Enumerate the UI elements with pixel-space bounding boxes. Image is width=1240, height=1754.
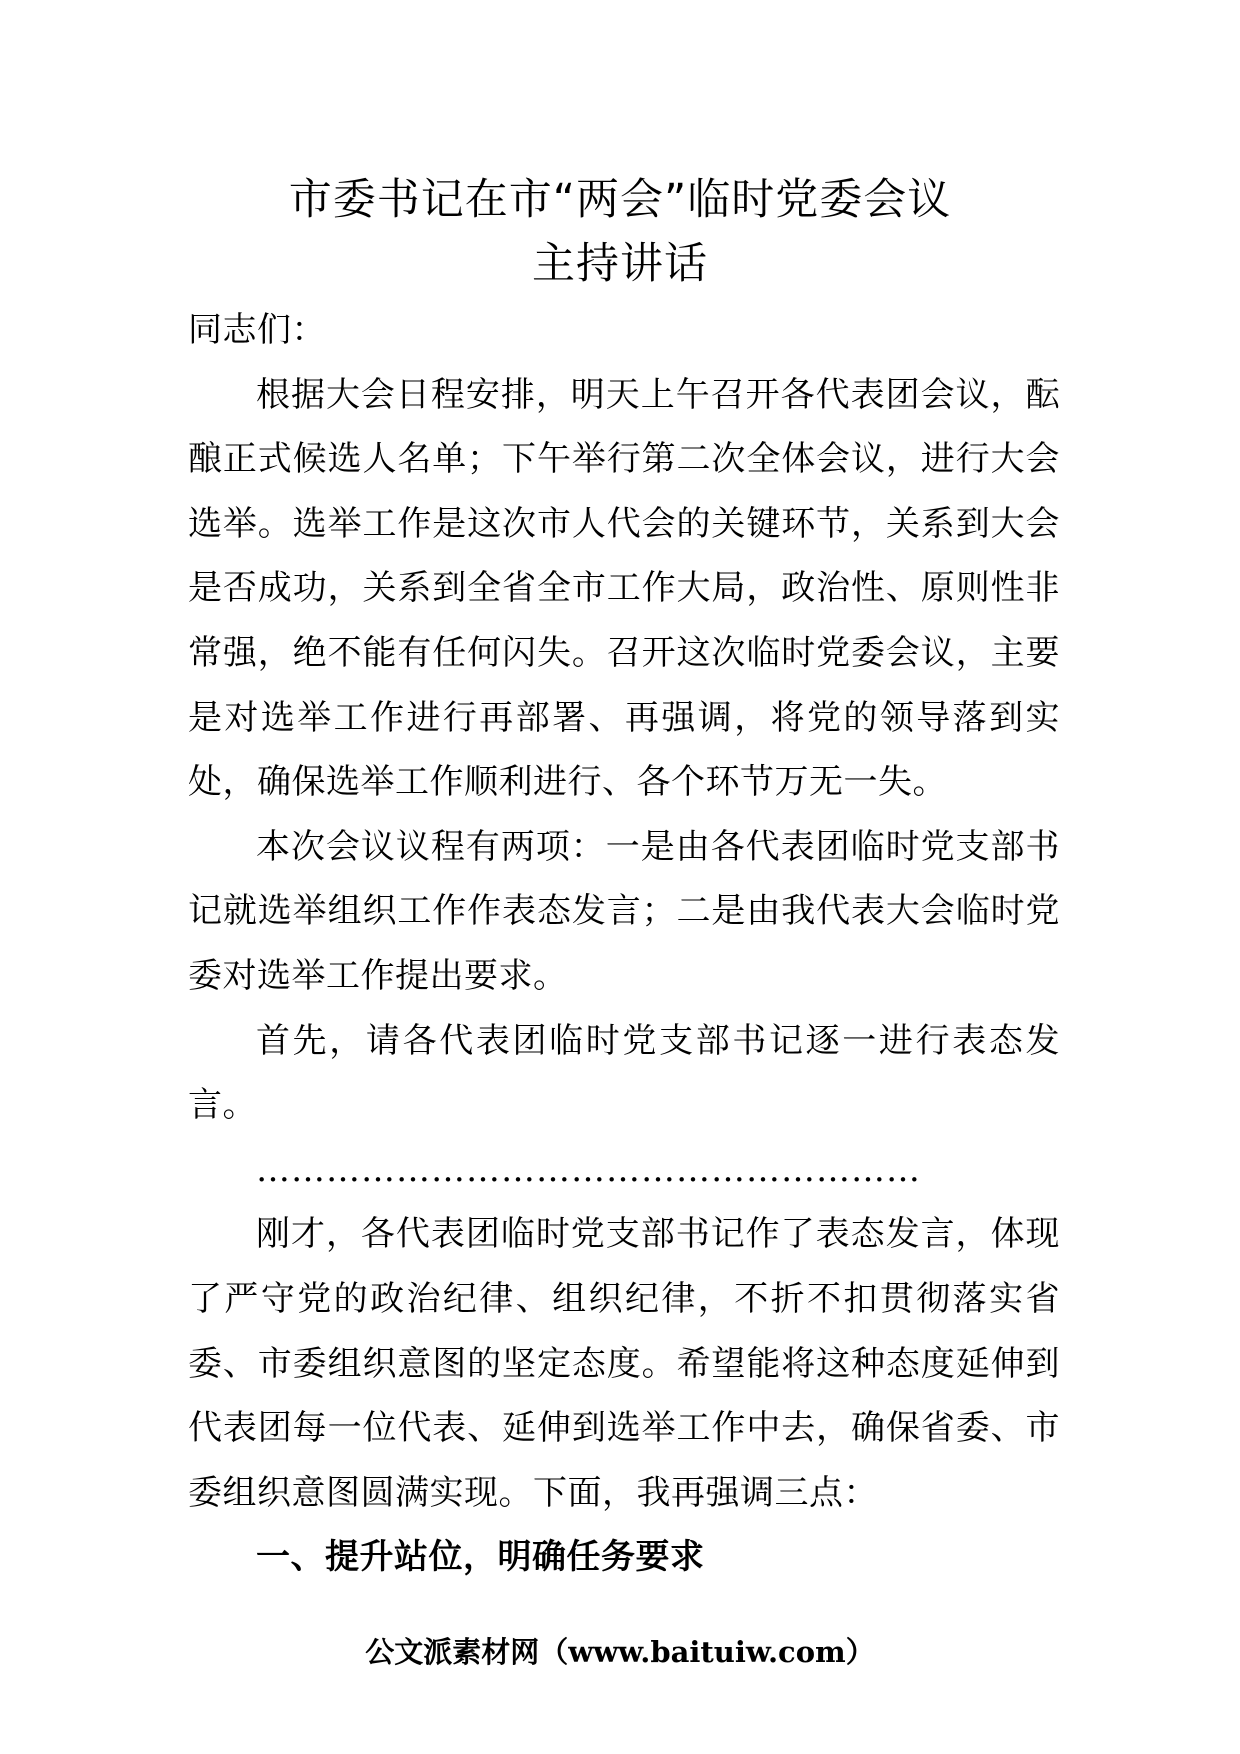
paragraph-3: 首先，请各代表团临时党支部书记逐一进行表态发言。: [188, 1020, 1060, 1126]
footer-watermark: 公文派素材网（www.baituiw.com）: [365, 1635, 875, 1669]
paragraph-2: 本次会议议程有两项：一是由各代表团临时党支部书记就选举组织工作作表态发言；二是由我代表大会临时党委对选举工作提出要求。: [188, 826, 1060, 996]
document-body: [188, 298, 1060, 1590]
paragraph-4: 刚才，各代表团临时党支部书记作了表态发言，体现了严守党的政治纪律、组织纪律，不折不扣贯彻落实省委、市委组织意图的坚定态度。希望能将这种态度延伸到代表团每一位代表、延伸到选举工作中去，确保省委、市委组织意图圆满实现。下面，我再强调三点：: [188, 1214, 1060, 1513]
document-title-line-1: 市委书记在市“两会”临时党委会议: [288, 175, 952, 225]
ellipsis-separator: …………………………………………………: [256, 1149, 921, 1190]
paragraph-1: 根据大会日程安排，明天上午召开各代表团会议，酝酿正式候选人名单；下午举行第二次全体会议，进行大会选举。选举工作是这次市人代会的关键环节，关系到大会是否成功，关系到全省全市工作大局，政治性、原则性非常强，绝不能有任何闪失。召开这次临时党委会议，主要是对选举工作进行再部署、再强调，将党的领导落到实处，确保选举工作顺利进行、各个环节万无一失。: [188, 374, 1060, 803]
document-title-line-2: 主持讲话: [532, 239, 708, 289]
section-heading-1: 一、提升站位，明确任务要求: [256, 1537, 705, 1578]
salutation: 同志们：: [188, 310, 326, 350]
